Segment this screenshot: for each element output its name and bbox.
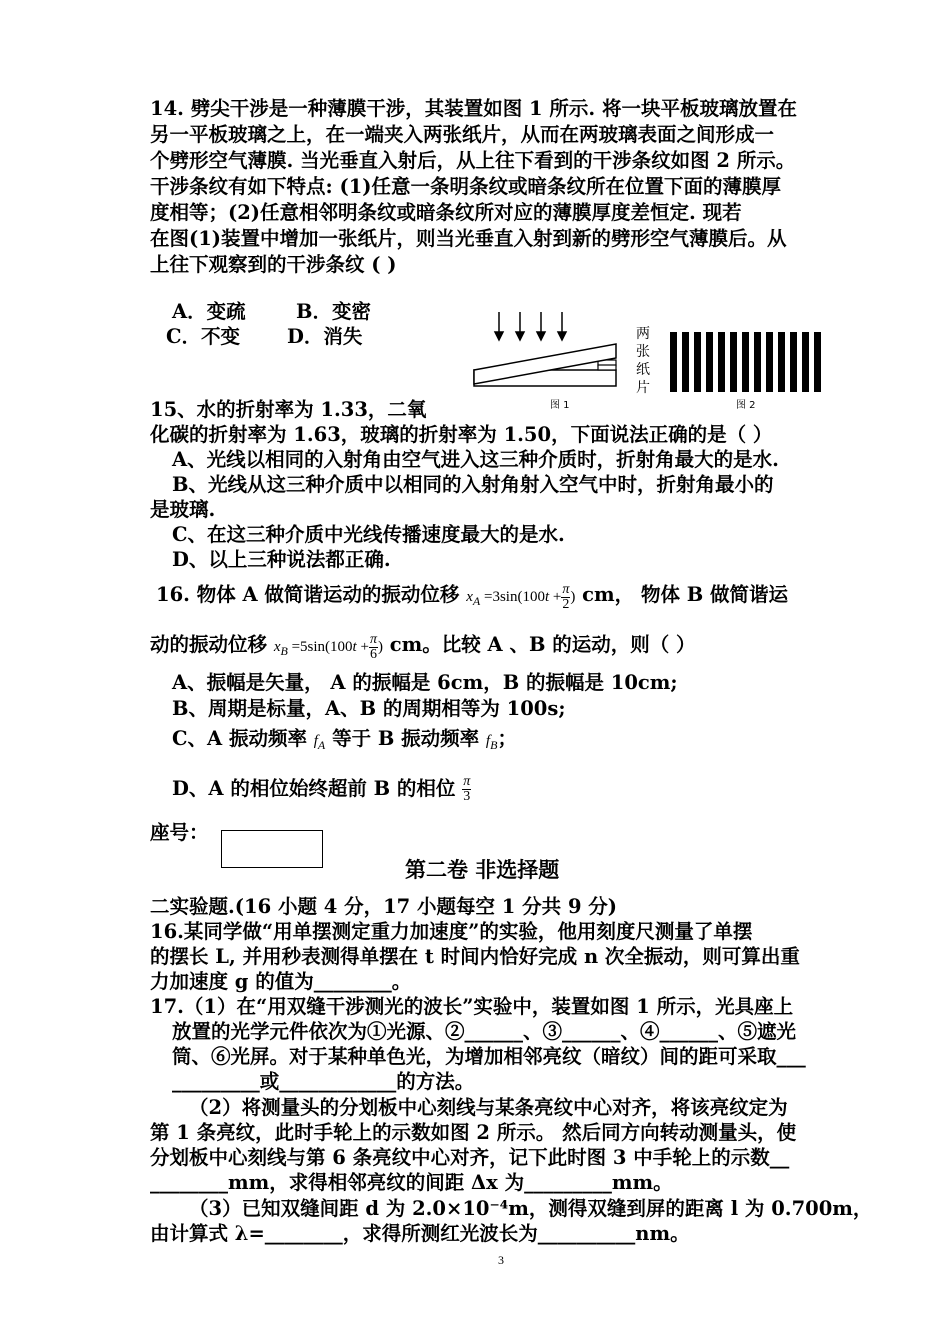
formula-xa: $x_A =3\sin(100t$ + $\frac{\pi}{2}$ ) [466,582,576,613]
q16-option-c: C、A 振动频率 $f_A$ 等于 B 振动频率 $f_B$； [172,727,517,752]
fig2-caption: 图 2 [736,400,756,411]
exp-heading: 二实验题.(16 小题 4 分，17 小题每空 1 分共 9 分) [150,895,618,918]
exp-q17-line-1: 17.（1）在“用双缝干涉测光的波长”实验中，装置如图 1 所示，光具座上 [150,995,794,1018]
exp-q16-line-2: 的摆长 L, 并用秒表测得单摆在 t 时间内恰好完成 n 次全振动，则可算出重 [150,945,800,968]
q14-line-1: 14. 劈尖干涉是一种薄膜干涉，其装置如图 1 所示. 将一块平板玻璃放置在 [150,97,797,120]
seat-number-box[interactable] [221,830,323,868]
q15-option-c: C、在这三种介质中光线传播速度最大的是水. [172,523,565,546]
q14-option-d: D．消失 [287,325,363,348]
q15-line-1: 15、水的折射率为 1.33，二氧 [150,398,427,421]
exp-q17-2-line-3: 分划板中心刻线与第 6 条亮纹中心对齐，记下此时图 3 中手轮上的示数__ [150,1146,790,1169]
q15-option-b-1: B、光线从这三种介质中以相同的入射角射入空气中时，折射角最小的 [172,473,774,496]
q16-line-2: 动的振动位移 $x_B =5\sin(100t$ + $\frac{\pi}{6}$ ) cm。比较 A 、B 的运动，则（ ） [150,632,696,663]
exp-q17-2-line-1: （2）将测量头的分划板中心刻线与某条亮纹中心对齐，将该亮纹定为 [189,1096,788,1119]
exp-q17-line-3: 筒、⑥光屏。对于某种单色光，为增加相邻亮纹（暗纹）间的距可采取___ [172,1045,806,1068]
q15-option-a: A、光线以相同的入射角由空气进入这三种介质时，折射角最大的是水. [172,448,779,471]
fig1-caption: 图 1 [550,400,570,411]
wedge-figure-svg [470,308,830,412]
q14-line-5: 度相等；(2)任意相邻明条纹或暗条纹所对应的薄膜厚度差恒定. 现若 [150,201,742,224]
q14-option-c: C．不变 [166,325,241,348]
exp-q16-line-1: 16.某同学做“用单摆测定重力加速度”的实验，他用刻度尺测量了单摆 [150,920,753,943]
exp-q17-3-line-2: 由计算式 λ=________，求得所测红光波长为__________nm。 [150,1222,690,1245]
q16-line-1: 16. 物体 A 做简谐运动的振动位移 $x_A =3\sin(100t$ + $\frac{\pi}{2}$ ) cm， 物体 B 做简谐运 [156,582,789,613]
paper-label-3: 纸 [636,362,650,378]
q15-line-2: 化碳的折射率为 1.63，玻璃的折射率为 1.50，下面说法正确的是（ ） [150,423,773,446]
paper-label-2: 张 [636,344,650,360]
formula-xb: $x_B =5\sin(100t$ + $\frac{\pi}{6}$ ) [273,632,383,663]
exp-q17-3-line-1: （3）已知双缝间距 d 为 2.0×10⁻⁴m，测得双缝到屏的距离 l 为 0.700m， [189,1197,873,1220]
exp-q17-2-line-4: ________mm，求得相邻亮纹的间距 Δx 为_________mm。 [150,1171,673,1194]
page-number: 3 [498,1253,504,1267]
q15-option-b-2: 是玻璃. [150,498,216,521]
q14-line-3: 个劈形空气薄膜. 当光垂直入射后，从上往下看到的干涉条纹如图 2 所示。 [150,149,796,172]
q14-line-7: 上往下观察到的干涉条纹 ( ) [150,253,397,276]
seat-label: 座号： [150,821,209,844]
q14-line-4: 干涉条纹有如下特点: (1)任意一条明条纹或暗条纹所在位置下面的薄膜厚 [150,175,782,198]
q16-option-b: B、周期是标量，A、B 的周期相等为 100s; [172,697,566,720]
q16-option-a: A、振幅是矢量， A 的振幅是 6cm，B 的振幅是 10cm; [172,671,678,694]
q14-line-2: 另一平板玻璃之上，在一端夹入两张纸片，从而在两玻璃表面之间形成一 [150,123,775,146]
q16-option-d: D、A 的相位始终超前 B 的相位 $\frac{\pi}{3}$ [172,774,471,804]
exp-q17-line-2: 放置的光学元件依次为①光源、②______、③______、④______、⑤遮光 [172,1020,797,1043]
exp-q16-line-3: 力加速度 g 的值为________。 [150,970,412,993]
q14-line-6: 在图(1)装置中增加一张纸片，则当光垂直入射到新的劈形空气薄膜后。从 [150,227,787,250]
paper-label-1: 两 [636,326,650,342]
exp-q17-2-line-2: 第 1 条亮纹，此时手轮上的示数如图 2 所示。 然后同方向转动测量头，使 [150,1121,797,1144]
q15-option-d: D、以上三种说法都正确. [172,548,391,571]
incident-light-arrows [495,312,566,340]
section-title: 第二卷 非选择题 [405,857,560,882]
paper-piece [598,365,616,370]
paper-label-4: 片 [636,380,650,396]
q14-option-a: A．变疏 [172,300,246,323]
q14-option-b: B．变密 [296,300,371,323]
interference-fringes [670,332,821,392]
exp-q17-line-4: _________或____________的方法。 [172,1070,475,1093]
wedge-interference-figure [470,308,830,412]
